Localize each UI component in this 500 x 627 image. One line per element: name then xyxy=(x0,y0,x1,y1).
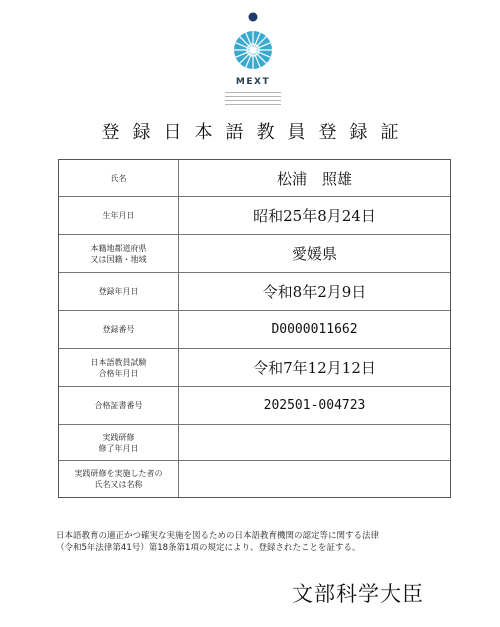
table-row xyxy=(59,425,450,461)
row-label: 日本語教員試験 合格年月日 xyxy=(59,349,179,386)
legal-statement-line-1: 日本語教育の適正かつ確実な実施を図るための日本語教育機関の認定等に関する法律 xyxy=(56,531,380,541)
row-label: 生年月日 xyxy=(59,197,179,234)
logo-wordmark: MEXT xyxy=(235,77,271,87)
row-label: 実践研修 修了年月日 xyxy=(59,425,179,460)
table-row xyxy=(59,197,450,235)
row-value: 202501-004723 xyxy=(263,398,366,413)
row-value: 昭和25年8月24日 xyxy=(253,207,376,225)
table-row xyxy=(59,311,450,349)
mext-logo xyxy=(222,8,284,108)
row-label: 登録番号 xyxy=(59,311,179,348)
row-label: 登録年月日 xyxy=(59,273,179,310)
issuer-name: 文部科学大臣 xyxy=(292,582,424,606)
table-row xyxy=(59,349,450,387)
row-value: 愛媛県 xyxy=(291,245,337,263)
logo-fine-print-line xyxy=(225,104,281,105)
legal-statement-line-2: （令和5年法律第41号）第18条第1項の規定により、登録されたことを証する。 xyxy=(56,543,361,553)
legal-statement xyxy=(56,530,456,554)
table-row xyxy=(59,461,450,497)
table-row xyxy=(59,387,450,425)
row-label: 本籍地都道府県 又は国籍・地域 xyxy=(59,235,179,272)
row-label: 実践研修を実施した者の 氏名又は名称 xyxy=(59,461,179,497)
row-value xyxy=(179,461,450,497)
mext-emblem-icon xyxy=(222,8,284,76)
registration-table xyxy=(58,159,451,498)
row-value xyxy=(179,425,450,460)
row-value: 松浦 照雄 xyxy=(276,169,352,188)
logo-fine-print-line xyxy=(225,96,281,97)
row-value: 令和7年12月12日 xyxy=(253,359,376,377)
table-row xyxy=(59,273,450,311)
row-value: D0000011662 xyxy=(271,322,358,337)
row-value: 令和8年2月9日 xyxy=(262,283,367,301)
logo-fine-print-line xyxy=(225,92,281,93)
certificate-title: 登録日本語教員登録証 xyxy=(101,122,412,143)
row-label: 氏名 xyxy=(59,160,179,196)
table-row xyxy=(59,160,450,197)
row-label: 合格証書番号 xyxy=(59,387,179,424)
table-row xyxy=(59,235,450,273)
logo-fine-print-line xyxy=(225,100,281,101)
